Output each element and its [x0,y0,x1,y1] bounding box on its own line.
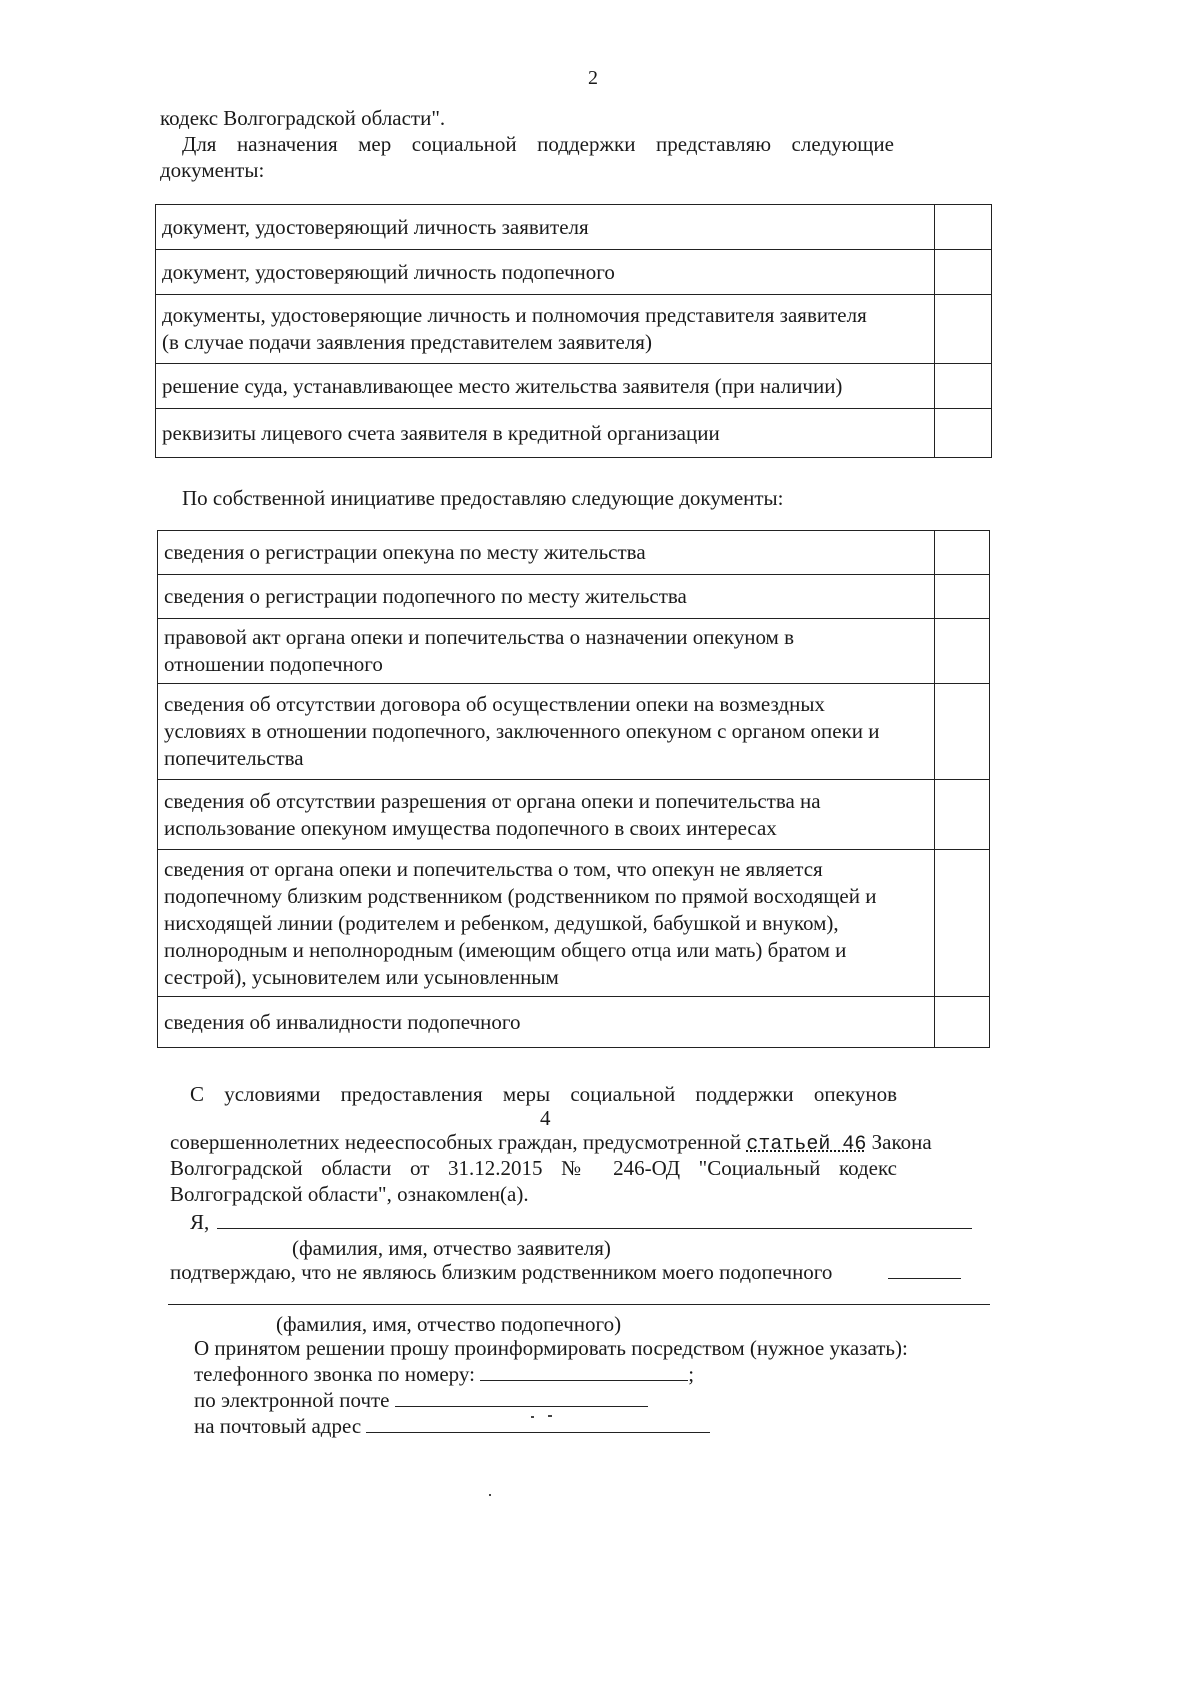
optional-documents-table [157,530,990,1048]
required-documents-table [155,204,992,458]
applicant-name-caption: (фамилия, имя, отчество заявителя) [292,1236,611,1260]
document-checkbox-cell[interactable] [935,531,990,575]
document-name-cell [156,409,935,458]
ward-name-field[interactable] [168,1304,990,1305]
document-row [158,850,990,997]
document-name-line: документ, удостоверяющий личность подопечного [162,259,615,284]
document-checkbox-cell[interactable] [935,409,992,458]
phone-number-field[interactable] [480,1360,688,1381]
document-row [156,250,992,295]
document-name-cell [156,364,935,409]
document-row [156,205,992,250]
document-row [158,780,990,850]
document-checkbox-cell[interactable] [935,295,992,364]
notification-heading: О принятом решении прошу проинформировать посредством (нужное указать): [194,1336,908,1360]
document-checkbox-cell[interactable] [935,250,992,295]
conditions-line-3: Волгоградской области от 31.12.2015 № 246-ОД "Социальный кодекс [170,1156,897,1180]
document-row [158,684,990,780]
document-name-cell [158,850,935,997]
optional-documents-heading: По собственной инициативе предоставляю следующие документы: [182,486,784,510]
document-name-line: сведения об отсутствии разрешения от органа опеки и попечительства на [164,788,821,813]
document-name-cell [156,295,935,364]
document-name-cell [158,575,935,619]
conditions-line-2-text: совершеннолетних недееспособных граждан, предусмотренной [170,1130,742,1154]
postal-row [194,1412,710,1440]
conditions-line-1: С условиями предоставления меры социальной поддержки опекунов [190,1082,897,1106]
document-row [156,364,992,409]
document-checkbox-cell[interactable] [935,850,990,997]
postal-address-field[interactable] [366,1412,710,1433]
document-name-line: отношении подопечного [164,652,383,676]
document-name-line: сведения об отсутствии договора об осуществлении опеки на возмездных [164,692,825,716]
phone-row [194,1360,694,1388]
conditions-line-4: Волгоградской области", ознакомлен(а). [170,1182,529,1206]
phone-label: телефонного звонка по номеру: [194,1362,475,1386]
document-name-line: документ, удостоверяющий личность заявителя [162,214,589,239]
document-name-line: правовой акт органа опеки и попечительства о назначении опекуном в [164,625,795,649]
document-name-line: попечительства [164,746,304,770]
law-article-link[interactable]: статьей 46 [746,1133,867,1156]
scan-speck [489,1494,491,1496]
document-checkbox-cell[interactable] [935,205,992,250]
postal-label: на почтовый адрес [194,1414,362,1438]
document-checkbox-cell[interactable] [935,619,990,684]
email-field[interactable] [395,1386,648,1407]
document-name-line: подопечному близким родственником (родственником по прямой восходящей и [164,883,877,908]
document-name-cell [158,997,935,1048]
phone-semicolon: ; [688,1362,695,1386]
document-row [156,295,992,364]
document-name-cell [158,684,935,780]
document-name-cell [156,250,935,295]
document-row [156,409,992,458]
document-name-cell [158,780,935,850]
conditions-line-2-end: Закона [871,1130,932,1154]
document-name-cell [156,205,935,250]
document-row [158,619,990,684]
document-name-line: использование опекуном имущества подопечного в своих интересах [164,815,777,840]
document-name-line: реквизиты лицевого счета заявителя в кредитной организации [162,420,720,445]
document-name-line: сведения об инвалидности подопечного [164,1009,521,1034]
document-name-cell [158,531,935,575]
document-checkbox-cell[interactable] [935,575,990,619]
document-name-line: сведения от органа опеки и попечительства о том, что опекун не является [164,856,823,881]
document-name-cell [158,619,935,684]
conditions-superscript: 4 [540,1106,551,1130]
document-name-line: (в случае подачи заявления представителем заявителя) [162,330,652,354]
document-name-line: сведения о регистрации опекуна по месту жительства [164,540,646,564]
email-label: по электронной почте [194,1388,390,1412]
document-name-line: нисходящей линии (родителем и ребенком, дедушкой, бабушкой и внуком), [164,910,839,935]
ward-name-field-start[interactable] [888,1278,961,1279]
scan-speck [548,1415,552,1417]
intro-line-2: документы: [160,158,265,182]
document-name-line: полнородным и неполнородным (имеющим общего отца или мать) братом и [164,937,847,962]
confirm-text: подтверждаю, что не являюсь близким родственником моего подопечного [170,1260,833,1284]
document-name-line: документы, удостоверяющие личность и полномочия представителя заявителя [162,303,867,327]
document-name-line: условиях в отношении подопечного, заключенного опекуном с органом опеки и [164,719,880,743]
document-row [158,575,990,619]
page-number: 2 [588,67,598,89]
document-checkbox-cell[interactable] [935,684,990,780]
email-row [194,1386,648,1414]
document-checkbox-cell[interactable] [935,997,990,1048]
scan-speck [531,1416,534,1418]
document-name-line: сведения о регистрации подопечного по месту жительства [164,584,687,608]
document-row [158,531,990,575]
document-name-line: решение суда, устанавливающее место жительства заявителя (при наличии) [162,373,843,398]
document-checkbox-cell[interactable] [935,364,992,409]
ward-name-caption: (фамилия, имя, отчество подопечного) [276,1312,622,1336]
intro-continuation: кодекс Волгоградской области". [160,106,446,130]
document-checkbox-cell[interactable] [935,780,990,850]
intro-line-1: Для назначения мер социальной поддержки представляю следующие [182,132,894,156]
document-row [158,997,990,1048]
i-label: Я, [190,1210,210,1234]
applicant-name-field[interactable] [217,1228,972,1229]
document-name-line: сестрой), усыновителем или усыновленным [164,964,559,989]
